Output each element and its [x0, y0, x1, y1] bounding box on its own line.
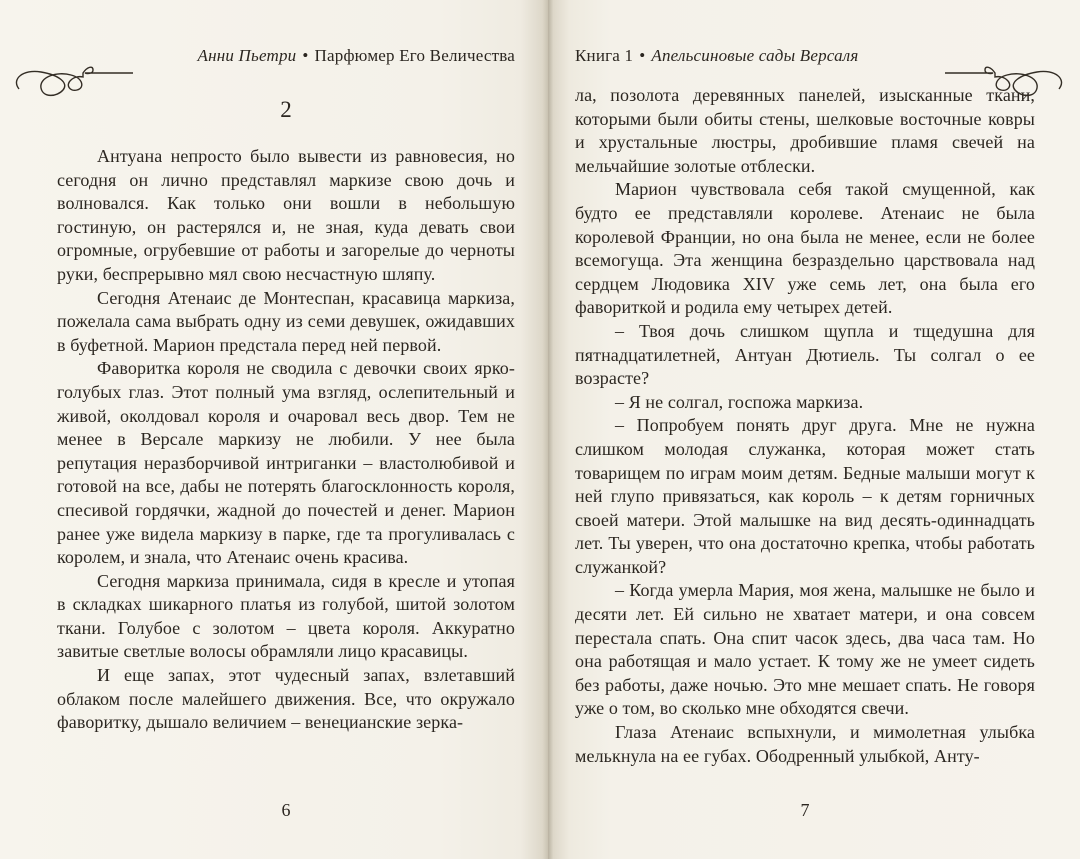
paragraph: И еще запах, этот чудесный запах, взлетавший облаком после малейшего движения. Все, что окружало фаворитку, дышало величием – венецианские зерка-	[57, 665, 515, 733]
calligraphic-flourish-icon	[13, 61, 133, 107]
right-header-rule-row	[575, 69, 1035, 83]
paragraph: ла, позолота деревянных панелей, изысканные ткани, которыми были обиты стены, шелковые восточные ковры и хрустальные люстры, дробившие пламя свечей на мельчайшие золотые отблески.	[575, 85, 1035, 176]
chapter-number: 2	[280, 97, 292, 122]
paragraph: Сегодня Атенаис де Монтеспан, красавица маркиза, пожелала сама выбрать одну из семи девушек, ожидавших в буфетной. Марион предстала перед ней первой.	[57, 287, 515, 355]
paragraph: Марион чувствовала себя такой смущенной, как будто ее представляли королеве. Атенаис не была королевой Франции, но она была не менее, если не более всемогуща. Эта женщина безраздельно царствовала над сердцем Людовика XIV уже семь лет, она была его фавориткой и родила ему четырех детей.	[575, 179, 1035, 318]
paragraph: – Попробуем понять друг друга. Мне не нужна слишком молодая служанка, которая может стать товарищем по играм моим детям. Бедные малыши могут к ней глупо привязаться, как король – к детям горничных своей матери. Этой малышке на вид десять-одиннадцать лет. Ты уверен, что она достаточно крепка, чтобы работать служанкой?	[575, 415, 1035, 577]
left-header-rule-row	[57, 69, 515, 83]
paragraph: Фаворитка короля не сводила с девочки своих ярко-голубых глаз. Этот полный ума взгляд, ослепительный и живой, околдовал короля и очаровал весь двор. Тем не менее в Версале маркизу не любили. У нее была репутация неразборчивой интриганки – властолюбивой и готовой на все, дабы не потерять благосклонность короля, спесивой гордячки, жадной до почестей и денег. Марион ранее уже видела маркизу в парке, где та прогуливалась с королем, и знала, что Атенаис очень красива.	[57, 358, 515, 568]
paragraph: – Когда умерла Мария, моя жена, малышке не было и десяти лет. Ей сильно не хватает матери, и она совсем перестала спать. Она спит часок здесь, два часа там. Но она работящая и мало устает. К тому же не умеет сидеть без работы, даже ночью. Это мне мешает спать. Не говоря уже о том, во сколько мне обходятся свечи.	[575, 580, 1035, 719]
left-running-header	[57, 0, 515, 83]
paragraph: Антуана непросто было вывести из равновесия, но сегодня он лично представлял маркизе свою дочь и волновался. Как только они вошли в небольшую гостиную, он растерялся и, не зная, куда девать свои огромные, огрубевшие от работы и загорелые до черноты руки, беспрерывно мял свою несчастную шляпу.	[57, 146, 515, 284]
header-author: Анни Пьетри	[197, 46, 297, 65]
paragraph: – Я не солгал, госпожа маркиза.	[615, 391, 864, 412]
header-book-title: Парфюмер Его Величества	[314, 46, 515, 65]
right-running-header	[575, 0, 1035, 83]
header-separator: •	[639, 46, 646, 65]
left-page-text	[57, 145, 515, 735]
right-page-number: 7	[800, 800, 810, 820]
paragraph: Глаза Атенаис вспыхнули, и мимолетная улыбка мелькнула на ее губах. Ободренный улыбкой, Анту-	[575, 722, 1035, 766]
left-page-number: 6	[281, 800, 291, 820]
right-page	[548, 0, 1080, 859]
calligraphic-flourish-icon	[945, 61, 1065, 107]
header-separator: •	[302, 46, 309, 65]
paragraph: – Твоя дочь слишком щупла и тщедушна для пятнадцатилетней, Антуан Дютиель. Ты солгал о ее возрасте?	[575, 320, 1035, 389]
paragraph: Сегодня маркиза принимала, сидя в кресле и утопая в складках шикарного платья из голубой, шитой золотом ткани. Голубое с золотом – цвета короля. Аккуратно завитые светлые волосы обрамляли лицо красавицы.	[57, 570, 515, 662]
header-book-title: Апельсиновые сады Версаля	[651, 46, 859, 65]
right-page-text	[575, 84, 1035, 768]
header-book-label: Книга 1	[575, 46, 634, 65]
